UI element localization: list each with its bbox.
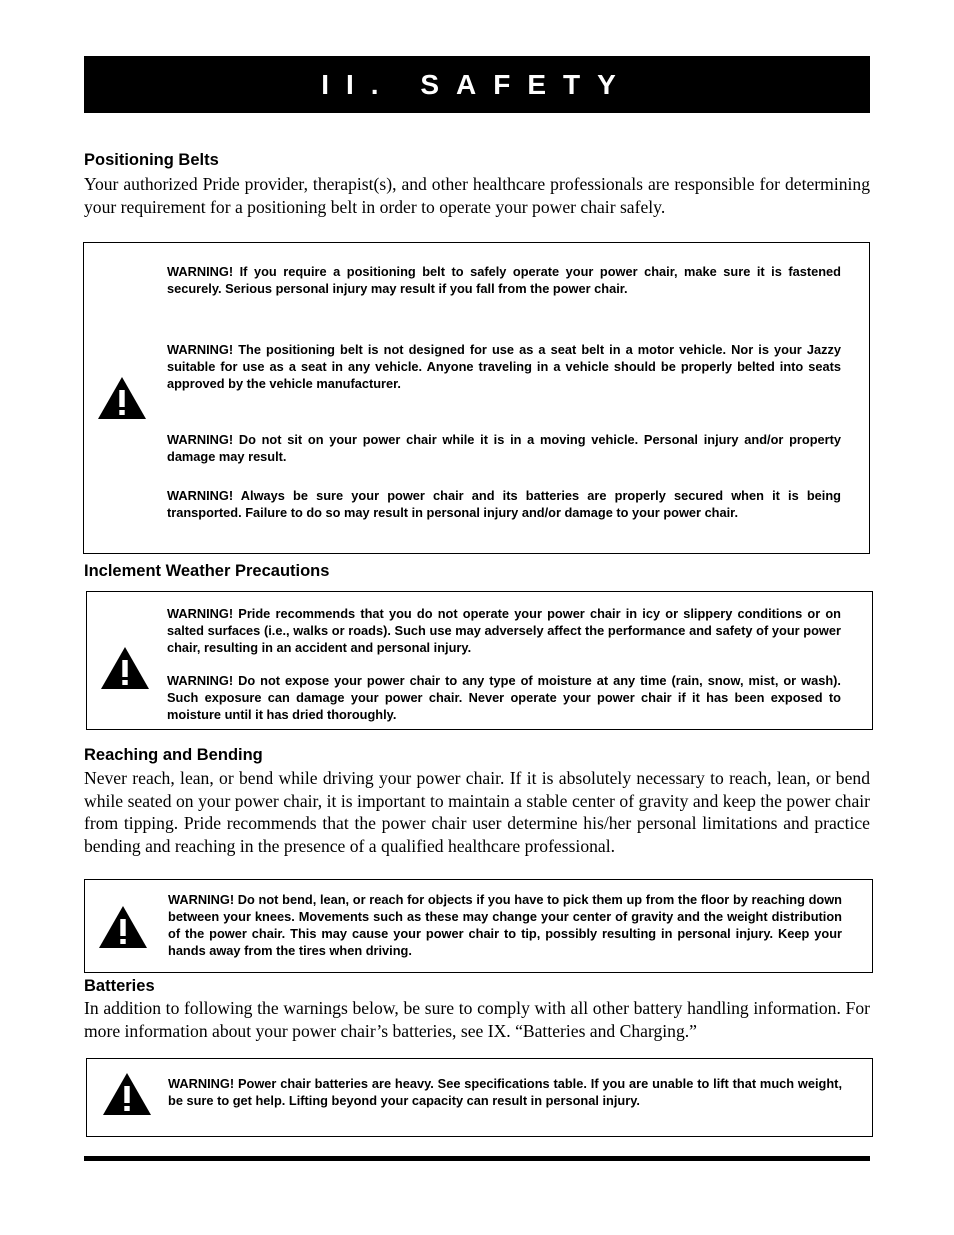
- warning-box-reaching-bending: [84, 879, 873, 973]
- heading-inclement-weather: Inclement Weather Precautions: [84, 562, 330, 580]
- footer-rule: [84, 1156, 870, 1161]
- warning-text: WARNING! Do not bend, lean, or reach for objects if you have to pick them up from the floor by reaching down between your knees. Movements such as these may change your center of gravity and the weight distribution of the power chair. This may cause your power chair to tip, possibly resulting in personal injury. Keep your hands away from the tires when driving.: [168, 892, 842, 958]
- warning-triangle-icon: [100, 646, 150, 690]
- heading-positioning-belts: Positioning Belts: [84, 151, 219, 169]
- heading-batteries: Batteries: [84, 977, 155, 995]
- warning-triangle-icon: [98, 905, 148, 949]
- warning-box-positioning-belts: [83, 242, 870, 554]
- warning-text: WARNING! Power chair batteries are heavy. See specifications table. If you are unable to lift that much weight, be sure to get help. Lifting beyond your capacity can result in personal injury.: [168, 1076, 842, 1108]
- warning-triangle-icon: [97, 376, 147, 420]
- warning-text: WARNING! Do not sit on your power chair while it is in a moving vehicle. Personal injury and/or property damage may result.: [167, 432, 841, 464]
- warning-text: WARNING! If you require a positioning belt to safely operate your power chair, make sure it is fastened securely. Serious personal injury may result if you fall from the power chair.: [167, 264, 841, 296]
- reaching-bending-text: Never reach, lean, or bend while driving your power chair. If it is absolutely necessary to reach, lean, or bend while seated on your power chair, it is important to maintain a stable center of gravity and keep the power chair from tipping. Pride recommends that the power chair user determine his/her personal limitations and practice bending and reaching in the presence of a qualified healthcare professional.: [84, 768, 870, 856]
- heading-reaching-bending: Reaching and Bending: [84, 746, 263, 764]
- warning-box-inclement-weather: [86, 591, 873, 730]
- warning-text: WARNING! Always be sure your power chair and its batteries are properly secured when it is being transported. Failure to do so may result in personal injury and/or damage to your power chair.: [167, 488, 841, 520]
- warning-text: WARNING! The positioning belt is not designed for use as a seat belt in a motor vehicle. Nor is your Jazzy suitable for use as a seat in any vehicle. Anyone traveling in a vehicle should be properly belted into seats approved by the vehicle manufacturer.: [167, 342, 841, 391]
- section-title-bar: [84, 56, 870, 113]
- batteries-text: In addition to following the warnings below, be sure to comply with all other battery handling information. For more information about your power chair’s batteries, see IX. “Batteries and Charging.”: [84, 998, 870, 1041]
- warning-text: WARNING! Do not expose your power chair to any type of moisture at any time (rain, snow, mist, or wash). Such exposure can damage your power chair. Never operate your power chair if it has been exposed to moisture until it has dried thoroughly.: [167, 673, 841, 722]
- warning-text: WARNING! Pride recommends that you do not operate your power chair in icy or slippery conditions or on salted surfaces (i.e., walks or roads). Such use may adversely affect the performance and safety of your power chair, resulting in an accident and personal injury.: [167, 606, 841, 655]
- positioning-belts-text: Your authorized Pride provider, therapist(s), and other healthcare professionals are responsible for determining your requirement for a positioning belt in order to operate your power chair safely.: [84, 174, 870, 217]
- section-title: II. SAFETY: [321, 68, 633, 100]
- warning-triangle-icon: [102, 1072, 152, 1116]
- warning-box-batteries: [86, 1058, 873, 1137]
